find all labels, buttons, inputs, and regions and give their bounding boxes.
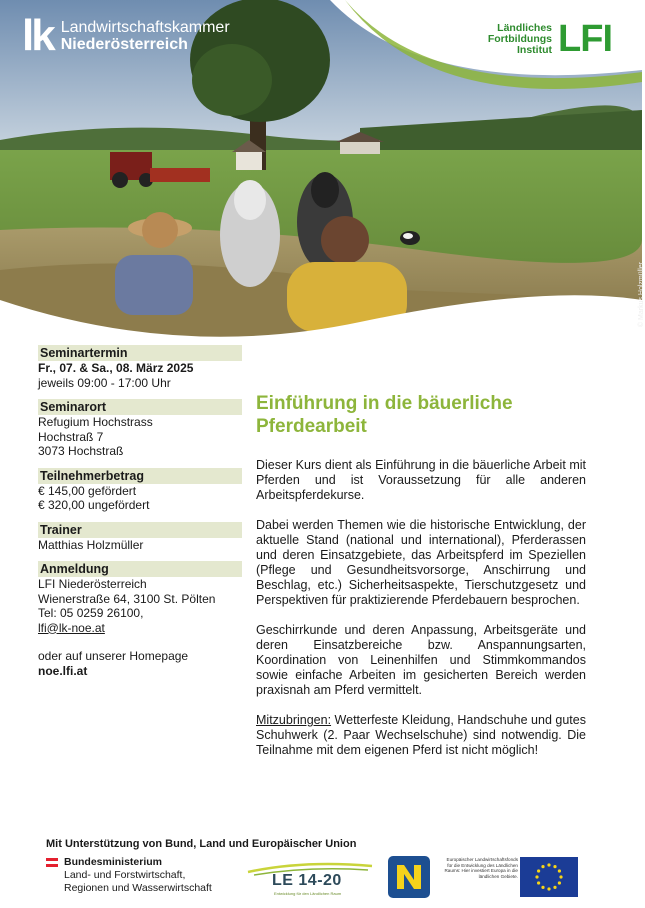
seminar-date-block (38, 345, 242, 390)
lk-name-line2: Niederösterreich (60, 36, 188, 53)
fee-heading: Teilnehmerbetrag (38, 468, 242, 484)
lfi-name-line1: Ländliches (497, 21, 553, 34)
fee-block (38, 468, 242, 513)
practice-paragraph: Geschirrkunde und deren Anpassung, Arbeitsgeräte und deren Einsatzbereiche bzw. Anspannungsarten, Koordination von Leinenhilfen und Stimmkommandos sowie einfache Arbeiten im gesicherten Bereich werden praxisnah am Pferd vermittelt. (256, 623, 586, 697)
ministry-name-line3: Regionen und Wasserwirtschaft (64, 882, 212, 894)
lfi-name-line3: Institut (517, 43, 553, 56)
registration-email-link[interactable]: lfi@lk-noe.at (38, 620, 105, 635)
lk-logo-icon: lk (22, 11, 53, 60)
lfi-leaf-icon: LFI (558, 18, 612, 60)
support-statement: Mit Unterstützung von Bund, Land und Europäischer Union (46, 838, 357, 850)
spacer (38, 635, 242, 649)
seminar-location-block (38, 399, 242, 459)
lfi-name-line2: Fortbildungs (487, 32, 553, 45)
le-logo-text: LE 14-20 (272, 872, 342, 889)
topics-paragraph: Dabei werden Themen wie die historische Entwicklung, der aktuelle Stand (national und international), Pferderassen und deren Einsatzgebiete, das Arbeitspferd im Speziellen (Pflege und Gesundheitsvorsorge, Anschirrung und Beschlag, etc.) Sicherheitsaspekte, Tierschutzgesetz und Perspektiven für praktizierende Pferdebauern besprochen. (256, 518, 586, 607)
location-line3: 3073 Hochstraß (38, 444, 124, 458)
lfi-logo (488, 20, 612, 58)
lfi-logo-text (488, 23, 552, 56)
trainer-block (38, 522, 242, 553)
le-logo-subtitle: Entwicklung für den Ländlichen Raum (274, 891, 342, 896)
ministry-logo (46, 856, 212, 895)
registration-block (38, 561, 242, 678)
lk-logo (22, 11, 230, 60)
eu-stars-graphic (520, 857, 578, 897)
noe-logo-icon (388, 856, 430, 898)
bring-text: Wetterfeste Kleidung, Handschuhe und gutes Schuhwerk (2. Paar Wechselschuhe) sind notwendig. Die Teilnahme mit dem eigenen Pferd ist nicht möglich! (256, 713, 586, 757)
location-line1: Refugium Hochstrass (38, 415, 153, 429)
course-description (256, 392, 586, 773)
homepage-link[interactable]: noe.lfi.at (38, 663, 88, 678)
registration-org: LFI Niederösterreich (38, 577, 147, 591)
fee-funded: € 145,00 gefördert (38, 483, 137, 498)
le-logo (244, 858, 374, 898)
noe-logo-graphic (388, 856, 430, 898)
ministry-name-line1: Bundesministerium (64, 856, 163, 868)
trainer-heading: Trainer (38, 522, 242, 538)
fee-unfunded: € 320,00 ungefördert (38, 498, 150, 512)
bring-paragraph (256, 713, 586, 758)
trainer-name: Matthias Holzmüller (38, 537, 144, 552)
bring-label: Mitzubringen: (256, 713, 332, 727)
lk-logo-text (61, 19, 230, 53)
photo-credit: © Markus Holzmüller (638, 262, 645, 328)
registration-phone: Tel: 05 0259 26100, (38, 606, 144, 620)
eu-fund-text: Europäischer Landwirtschaftsfonds für die Entwicklung des Ländlichen Raums: Hier investiert Europa in die ländlichen Gebiete. (444, 857, 518, 879)
ministry-name-line2: Land- und Forstwirtschaft, (64, 869, 186, 881)
course-title-line2: Pferdearbeit (256, 416, 367, 437)
course-title-line1: Einführung in die bäuerliche (256, 393, 513, 414)
registration-heading: Anmeldung (38, 561, 242, 577)
seminar-dates: Fr., 07. & Sa., 08. März 2025 (38, 361, 194, 375)
course-title (256, 392, 586, 438)
intro-paragraph: Dieser Kurs dient als Einführung in die bäuerliche Arbeit mit Pferden und ist Voraussetzung für alle anderen Arbeitspferdekurse. (256, 458, 586, 502)
location-line2: Hochstraß 7 (38, 429, 104, 444)
austria-flag-icon (46, 858, 58, 867)
eu-flag-icon (520, 857, 578, 897)
seminar-time: jeweils 09:00 - 17:00 Uhr (38, 375, 171, 390)
seminar-date-heading: Seminartermin (38, 345, 242, 361)
seminar-location-heading: Seminarort (38, 399, 242, 415)
hero-photo (0, 0, 645, 345)
info-sidebar (38, 345, 242, 687)
lk-name-line1: Landwirtschaftskammer (60, 19, 230, 36)
homepage-intro: oder auf unserer Homepage (38, 649, 189, 663)
registration-address: Wienerstraße 64, 3100 St. Pölten (38, 591, 216, 606)
